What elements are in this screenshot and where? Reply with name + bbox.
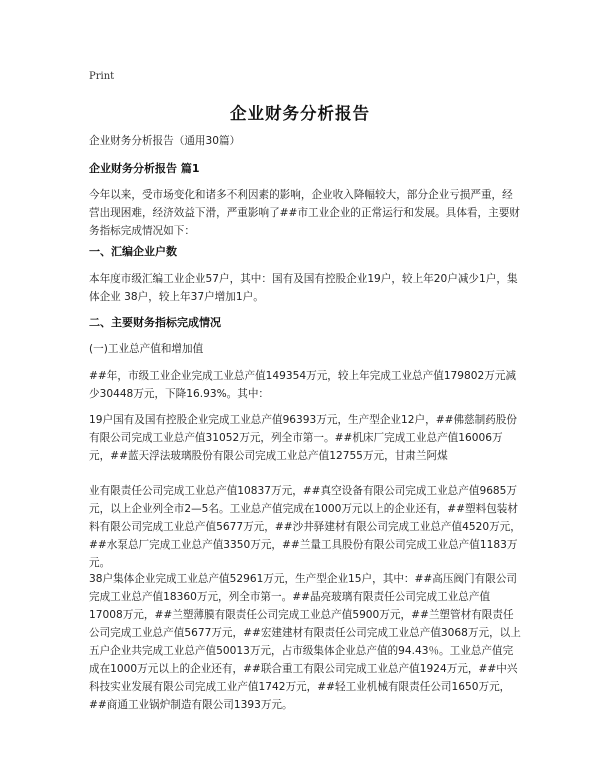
paragraph-collective-enterprises: 38户集体企业完成工业总产值52961万元，生产型企业15户，其中：##高压阀门有限公司完成工业总产值18360万元，列全市第一。##晶亮玻璃有限责任公司完成工业总产值17008万元，##兰塑薄膜有限责任公司完成工业总产值5900万元，##兰塑管材有限责任公司完成工业总产值5677万元，##宏建建材有限责任公司完成工业总产值3068万元，以上五户企业共完成工业总产值50013万元，占市级集体企业总产值的94.43％。工业总产值完成在1000万元以上的企业还有，##联合重工有限公司完成工业总产值1924万元，##中兴科技实业发展有限公司完成工业产值1742万元，##轻工业机械有限责任公司1650万元，##商通工业锅炉制造有限公司1393万元。 xyxy=(89,573,521,711)
paragraph-enterprise-count: 本年度市级汇编工业企业57户，其中：国有及国有控股企业19户，较上年20户减少1户，集体企业 38户，较上年37户增加1户。 xyxy=(89,273,518,303)
print-label: Print xyxy=(89,71,115,82)
page-title: 企业财务分析报告 xyxy=(230,104,370,123)
intro-paragraph: 今年以来，受市场变化和诸多不利因素的影响，企业收入降幅较大，部分企业亏损严重，经营出现困难，经济效益下滑，严重影响了##市工业企业的正常运行和发展。具体看，主要财务指标完成情况如下： xyxy=(89,189,520,237)
doc-subtitle: 企业财务分析报告（通用30篇） xyxy=(89,135,241,147)
heading-enterprise-count: 一、汇编企业户数 xyxy=(89,245,177,258)
paragraph-other-enterprises: 业有限责任公司完成工业总产值10837万元，##真空设备有限公司完成工业总产值9685万元，以上企业列全市2—5名。工业总产值完成在1000万元以上的企业还有，##塑料包装材料有限公司完成工业总产值5677万元，##沙井驿建材有限公司完成工业总产值4520万元，##水泵总厂完成工业总产值3350万元，##兰量工具股份有限公司完成工业总产值1183万元。 xyxy=(89,485,521,569)
section-title: 企业财务分析报告 篇1 xyxy=(89,162,200,175)
paragraph-total-output: ##年，市级工业企业完成工业总产值149354万元，较上年完成工业总产值179802万元减少30448万元，下降16.93%。其中： xyxy=(89,370,517,400)
subheading-output-value: (一)工业总产值和增加值 xyxy=(89,343,204,355)
paragraph-state-owned: 19户国有及国有控股企业完成工业总产值96393万元，生产型企业12户，##佛慈制药股份有限公司完成工业总产值31052万元，列全市第一。##机床厂完成工业总产值16006万元，##蓝天浮法玻璃股份有限公司完成工业总产值12755万元，甘肃兰阿煤 xyxy=(89,414,518,462)
heading-financial-indicators: 二、主要财务指标完成情况 xyxy=(89,316,221,329)
